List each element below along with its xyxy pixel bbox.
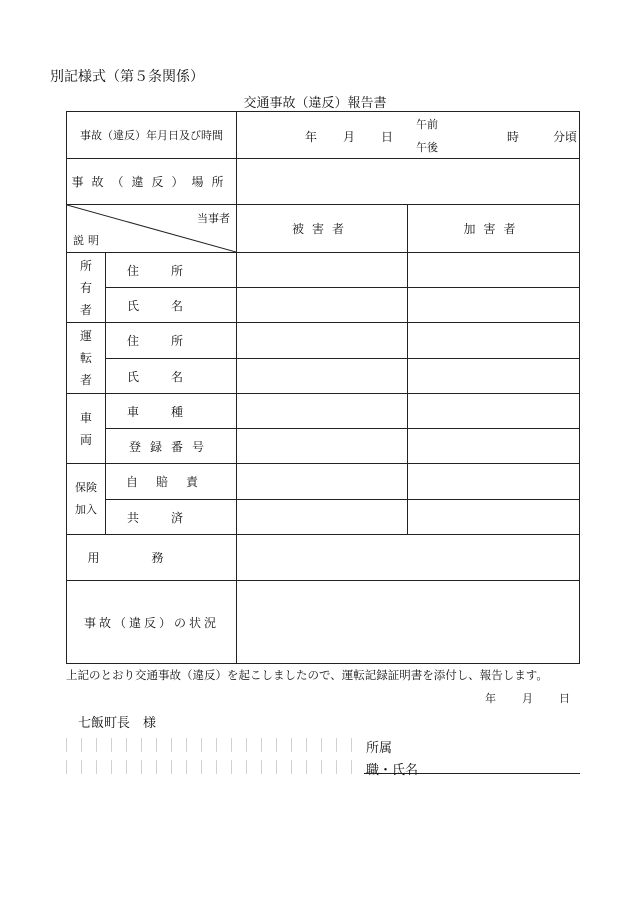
owner-address-label: 住所 xyxy=(106,253,237,288)
perpetrator-header: 加害者 xyxy=(408,205,580,253)
jibaiseki-label: 自賠責 xyxy=(106,464,237,500)
driver-address-victim[interactable] xyxy=(237,323,408,359)
statement-text: 上記のとおり交通事故（違反）を起こしましたので、運転記録証明書を添付し、報告します。 xyxy=(66,668,548,682)
month-label: 月 xyxy=(343,129,356,144)
guide-dots-name xyxy=(66,760,362,774)
owner-address-victim[interactable] xyxy=(237,253,408,288)
sign-day-label: 日 xyxy=(559,692,570,705)
signature-line[interactable] xyxy=(364,773,580,774)
reg-number-victim[interactable] xyxy=(237,429,408,464)
jibaiseki-perpetrator[interactable] xyxy=(408,464,580,500)
pm-label: 午後 xyxy=(416,140,438,154)
owner-address-perpetrator[interactable] xyxy=(408,253,580,288)
driver-address-perpetrator[interactable] xyxy=(408,323,580,359)
position-name-label: 職・氏名 xyxy=(366,763,419,778)
year-label: 年 xyxy=(305,129,318,144)
status-label-cell xyxy=(67,581,237,664)
report-table xyxy=(66,111,580,664)
addressee: 七飯町長 様 xyxy=(78,716,157,731)
jibaiseki-victim[interactable] xyxy=(237,464,408,500)
datetime-input-cell[interactable] xyxy=(237,112,580,159)
status-label: 事故（違反）の状況 xyxy=(83,615,219,630)
kyosai-perpetrator[interactable] xyxy=(408,500,580,535)
place-input-cell[interactable] xyxy=(237,159,580,205)
driver-name-victim[interactable] xyxy=(237,359,408,394)
status-input-cell[interactable] xyxy=(237,581,580,664)
kyosai-victim[interactable] xyxy=(237,500,408,535)
party-label: 当事者 xyxy=(197,212,230,225)
insurance-group-label: 保険 加入 xyxy=(67,464,106,535)
duty-label: 用務 xyxy=(87,551,216,565)
owner-name-victim[interactable] xyxy=(237,288,408,323)
vehicle-group-label: 車 両 xyxy=(67,394,106,464)
guide-dots-affiliation xyxy=(66,738,362,752)
driver-group-label: 運 転 者 xyxy=(67,323,106,394)
datetime-fields xyxy=(237,113,579,158)
datetime-label: 事故（違反）年月日及び時間 xyxy=(80,129,223,142)
owner-name-perpetrator[interactable] xyxy=(408,288,580,323)
duty-label-cell xyxy=(67,535,237,581)
place-label: 事故（違反）場所 xyxy=(71,175,232,189)
driver-address-label: 住所 xyxy=(106,323,237,359)
duty-input-cell[interactable] xyxy=(237,535,580,581)
form-label: 別記様式（第５条関係） xyxy=(50,69,204,85)
owner-name-label: 氏名 xyxy=(106,288,237,323)
reg-number-label: 登録番号 xyxy=(106,429,237,464)
vehicle-type-victim[interactable] xyxy=(237,394,408,429)
sign-year-label: 年 xyxy=(485,692,496,705)
sign-month-label: 月 xyxy=(522,692,533,705)
explain-label: 説明 xyxy=(73,234,103,247)
place-label-cell xyxy=(67,159,237,205)
victim-header: 被害者 xyxy=(237,205,408,253)
vehicle-type-label: 車種 xyxy=(106,394,237,429)
kyosai-label: 共済 xyxy=(106,500,237,535)
am-label: 午前 xyxy=(416,117,438,131)
day-label: 日 xyxy=(381,129,394,144)
driver-name-label: 氏名 xyxy=(106,359,237,394)
hour-label: 時 xyxy=(507,129,520,144)
datetime-label-cell xyxy=(67,112,237,159)
minute-label: 分頃 xyxy=(553,129,578,144)
reg-number-perpetrator[interactable] xyxy=(408,429,580,464)
owner-group-label: 所 有 者 xyxy=(67,253,106,323)
driver-name-perpetrator[interactable] xyxy=(408,359,580,394)
vehicle-type-perpetrator[interactable] xyxy=(408,394,580,429)
form-title: 交通事故（違反）報告書 xyxy=(243,96,387,111)
affiliation-label: 所属 xyxy=(366,741,393,756)
diagonal-header-cell xyxy=(67,205,237,253)
